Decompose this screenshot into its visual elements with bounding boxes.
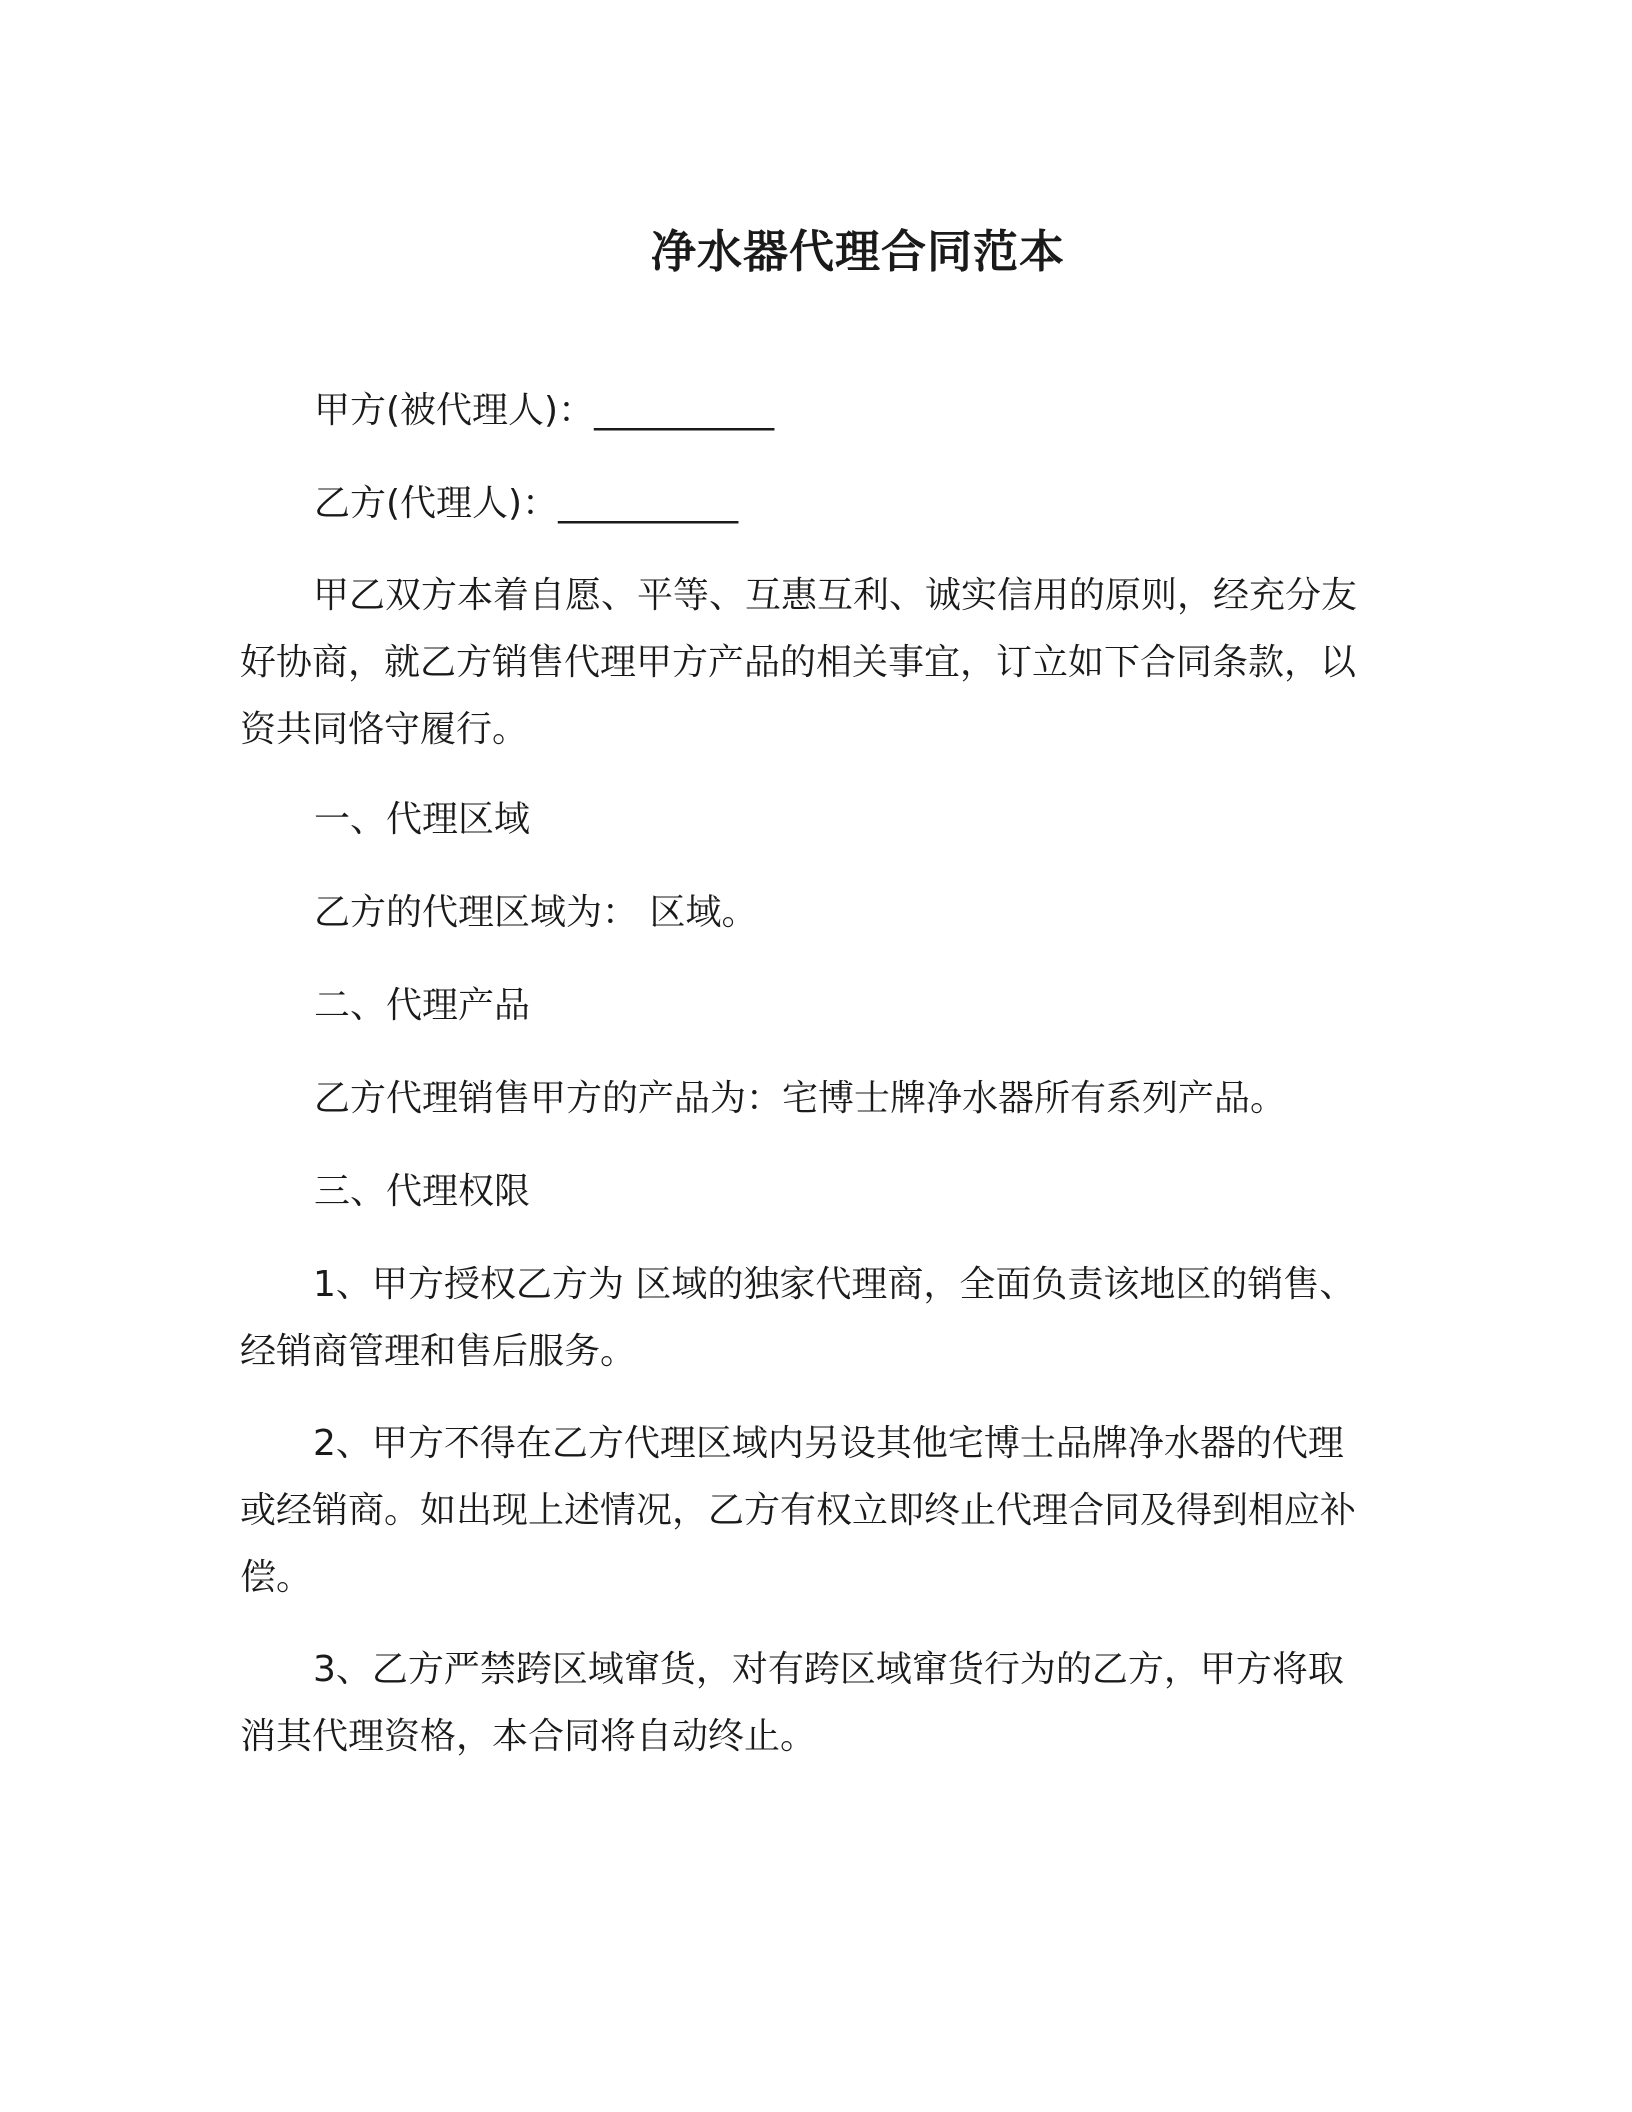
party-b-line: 乙方(代理人)：__________: [314, 483, 739, 524]
clause-1-paragraph: 1、甲方授权乙方为 区域的独家代理商，全面负责该地区的销售、经销商管理和售后服务。: [240, 1264, 1356, 1372]
section-2-heading: 二、代理产品: [314, 985, 531, 1026]
clause-2-paragraph: 2、甲方不得在乙方代理区域内另设其他宅博士品牌净水器的代理或经销商。如出现上述情况，乙方有权立即终止代理合同及得到相应补偿。: [240, 1423, 1357, 1598]
section-1-heading: 一、代理区域: [314, 799, 531, 840]
section-1-text: 乙方的代理区域为： 区域。: [314, 892, 758, 933]
clause-3-paragraph: 3、乙方严禁跨区域窜货，对有跨区域窜货行为的乙方，甲方将取消其代理资格，本合同将自动终止。: [240, 1649, 1344, 1757]
party-a-line: 甲方(被代理人)：__________: [314, 390, 775, 431]
document-title: 净水器代理合同范本: [650, 225, 1065, 278]
section-3-heading: 三、代理权限: [314, 1171, 531, 1212]
section-2-text: 乙方代理销售甲方的产品为：宅博士牌净水器所有系列产品。: [314, 1078, 1287, 1119]
preamble-paragraph: 甲乙双方本着自愿、平等、互惠互利、诚实信用的原则，经充分友好协商，就乙方销售代理甲方产品的相关事宜，订立如下合同条款，以资共同恪守履行。: [240, 575, 1358, 750]
